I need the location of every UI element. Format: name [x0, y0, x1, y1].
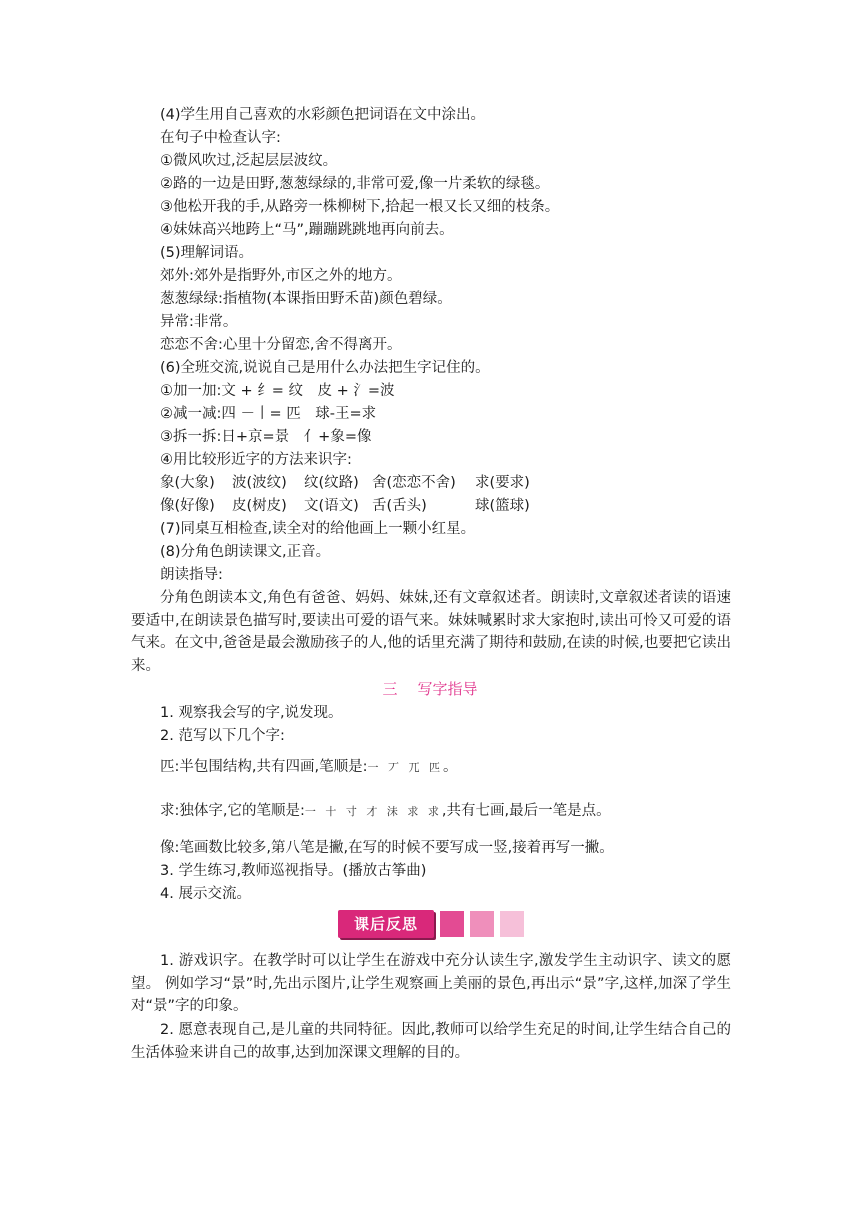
char-qiu-line [160, 800, 611, 823]
decor-square [470, 911, 494, 937]
method-add: ①加一加:文 + 纟= 纹 皮 + 氵=波 [160, 383, 395, 399]
writing-step-2: 2. 范写以下几个字: [160, 728, 285, 744]
step-5-line: (5)理解词语。 [160, 245, 254, 261]
reflection-paragraph-1: 1. 游戏识字。在教学时可以让学生在游戏中充分认读生字,激发学生主动识字、读文的愿望。 例如学习“景”时,先出示图片,让学生观察画上美丽的景色,再出示“景”字,这样,加深了学生对“景”字的印象。 [131, 953, 731, 1014]
decor-square [500, 911, 524, 937]
sentence-3: ③他松开我的手,从路旁一株柳树下,拾起一根又长又细的枝条。 [160, 199, 560, 215]
section-title: 写字指导 [417, 680, 478, 698]
writing-step-3: 3. 学生练习,教师巡视指导。(播放古筝曲) [160, 863, 427, 879]
compare-word: 求(要求) [475, 475, 530, 491]
compare-word: 球(篮球) [475, 498, 530, 514]
char-qiu-end: ,共有七画,最后一笔是点。 [441, 803, 611, 819]
writing-step-1: 1. 观察我会写的字,说发现。 [160, 705, 343, 721]
method-split: ③拆一拆:日+京=景 亻+象=像 [160, 429, 372, 445]
step-6-line: (6)全班交流,说说自己是用什么办法把生字记住的。 [160, 360, 490, 376]
compare-word: 像(好像) [160, 498, 215, 514]
writing-step-4: 4. 展示交流。 [160, 886, 251, 902]
char-pi-stroke-order: 一 丆 兀 匹 [367, 761, 443, 774]
sentence-1: ①微风吹过,泛起层层波纹。 [160, 153, 338, 169]
compare-word: 皮(树皮) [232, 498, 287, 514]
sentence-2: ②路的一边是田野,葱葱绿绿的,非常可爱,像一片柔软的绿毯。 [160, 176, 550, 192]
char-qiu-stroke-order: 一 十 寸 才 沬 求 求 [304, 805, 442, 818]
section-heading-writing [0, 678, 860, 700]
banner-label: 课后反思 [338, 910, 434, 938]
section-number: 三 [382, 680, 398, 698]
step-7-line: (7)同桌互相检查,读全对的给他画上一颗小红星。 [160, 521, 476, 537]
reflection-paragraph-2: 2. 愿意表现自己,是儿童的共同特征。因此,教师可以给学生充足的时间,让学生结合自己的生活体验来讲自己的故事,达到加深课文理解的目的。 [131, 1022, 731, 1061]
char-pi-end: 。 [443, 759, 458, 775]
reading-guide-label: 朗读指导: [160, 567, 223, 583]
method-compare: ④用比较形近字的方法来识字: [160, 452, 352, 468]
char-pi-text: 匹:半包围结构,共有四画,笔顺是: [160, 759, 368, 775]
term-congcong: 葱葱绿绿:指植物(本课指田野禾苗)颜色碧绿。 [160, 291, 452, 307]
compare-word: 纹(纹路) [304, 475, 359, 491]
compare-word: 文(语文) [304, 498, 359, 514]
term-lianlian: 恋恋不舍:心里十分留恋,舍不得离开。 [160, 337, 402, 353]
step-8-line: (8)分角色朗读课文,正音。 [160, 544, 331, 560]
decor-square [440, 911, 464, 937]
compare-word: 象(大象) [160, 475, 215, 491]
char-qiu-text: 求:独体字,它的笔顺是: [160, 803, 305, 819]
compare-word: 波(波纹) [232, 475, 287, 491]
check-in-sentences-line: 在句子中检查认字: [160, 130, 281, 146]
method-subtract: ②减一减:四 －丨= 匹 球-王=求 [160, 406, 377, 422]
char-pi-line [160, 756, 458, 779]
compare-word: 舍(恋恋不舍) [372, 475, 456, 491]
sentence-4: ④妹妹高兴地跨上“马”,蹦蹦跳跳地再向前去。 [160, 222, 454, 238]
term-jiaowai: 郊外:郊外是指野外,市区之外的地方。 [160, 268, 402, 284]
reading-guide-paragraph: 分角色朗读本文,角色有爸爸、妈妈、妹妹,还有文章叙述者。朗读时,文章叙述者读的语速要适中,在朗读景色描写时,要读出可爱的语气来。妹妹喊累时求大家抱时,读出可怜又可爱的语气来。在文中,爸爸是最会激励孩子的人,他的话里充满了期待和鼓励,在读的时候,也要把它读出来。 [131, 590, 731, 674]
term-yichang: 异常:非常。 [160, 314, 238, 330]
compare-word: 舌(舌头) [372, 498, 427, 514]
char-xiang-line: 像:笔画数比较多,第八笔是撇,在写的时候不要写成一竖,接着再写一撇。 [160, 840, 614, 856]
step-4-line: (4)学生用自己喜欢的水彩颜色把词语在文中涂出。 [160, 107, 486, 123]
